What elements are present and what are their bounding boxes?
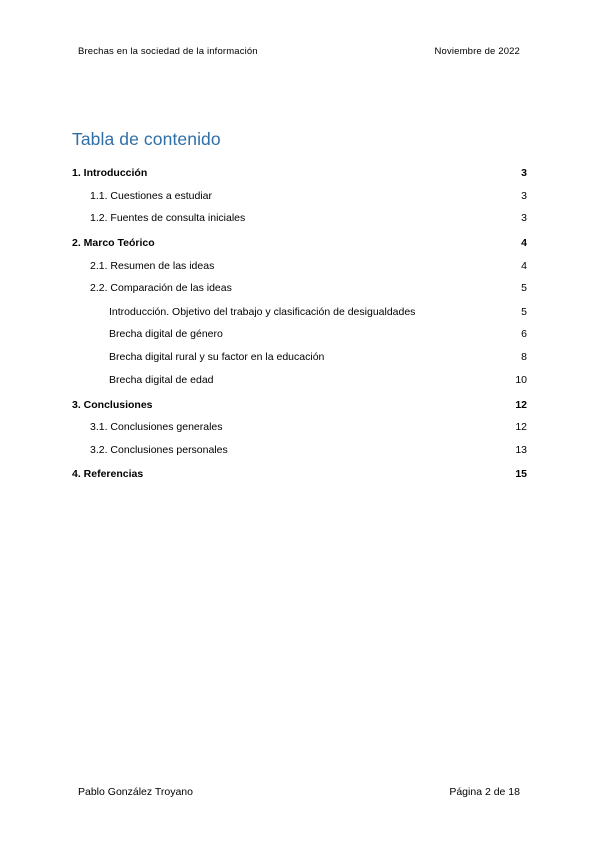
toc-entry-referencias[interactable] xyxy=(72,467,527,481)
toc-entry-label: 2.2. Comparación de las ideas xyxy=(90,282,232,294)
toc-entry-page: 3 xyxy=(521,190,527,202)
toc-entry-label: 2. Marco Teórico xyxy=(72,237,155,249)
toc-entry-brecha-rural[interactable] xyxy=(72,350,527,364)
toc-entry-comparacion[interactable] xyxy=(72,281,527,295)
toc-entry-conclusiones-generales[interactable] xyxy=(72,420,527,434)
toc-entry-page: 4 xyxy=(521,237,527,249)
toc-entry-label: Brecha digital rural y su factor en la educación xyxy=(109,351,325,363)
toc-entry-label: 2.1. Resumen de las ideas xyxy=(90,260,215,272)
toc-entry-objetivo[interactable] xyxy=(72,305,527,319)
toc-title: Tabla de contenido xyxy=(72,129,221,149)
toc-entry-page: 3 xyxy=(521,212,527,224)
toc-entry-label: Brecha digital de edad xyxy=(109,374,214,386)
toc-entry-resumen[interactable] xyxy=(72,259,527,273)
toc-entry-page: 5 xyxy=(521,306,527,318)
toc-entry-page: 13 xyxy=(515,444,527,456)
toc-entry-page: 6 xyxy=(521,328,527,340)
toc-entry-label: 3. Conclusiones xyxy=(72,399,153,411)
toc-entry-label: 1.2. Fuentes de consulta iniciales xyxy=(90,212,246,224)
toc-entry-page: 12 xyxy=(515,399,527,411)
header-date: Noviembre de 2022 xyxy=(434,46,520,57)
toc-entry-label: 3.2. Conclusiones personales xyxy=(90,444,228,456)
toc-entry-label: 1. Introducción xyxy=(72,167,148,179)
toc-entry-page: 8 xyxy=(521,351,527,363)
toc-entry-brecha-edad[interactable] xyxy=(72,373,527,387)
header-document-title: Brechas en la sociedad de la información xyxy=(78,46,258,57)
toc-entry-page: 10 xyxy=(515,374,527,386)
toc-entry-page: 12 xyxy=(515,421,527,433)
toc-entry-label: Introducción. Objetivo del trabajo y clasificación de desigualdades xyxy=(109,306,416,318)
footer-page-number: Página 2 de 18 xyxy=(449,786,520,798)
toc-entry-marco-teorico[interactable] xyxy=(72,236,527,250)
toc-entry-cuestiones[interactable] xyxy=(72,189,527,203)
toc-entry-page: 4 xyxy=(521,260,527,272)
toc-entry-page: 15 xyxy=(515,468,527,480)
toc-entry-page: 5 xyxy=(521,282,527,294)
toc-entry-page: 3 xyxy=(521,167,527,179)
toc-entry-label: 4. Referencias xyxy=(72,468,144,480)
toc-entry-label: Brecha digital de género xyxy=(109,328,223,340)
footer-author: Pablo González Troyano xyxy=(78,786,193,798)
toc-entry-label: 3.1. Conclusiones generales xyxy=(90,421,223,433)
toc-entry-brecha-genero[interactable] xyxy=(72,327,527,341)
toc-entry-conclusiones-personales[interactable] xyxy=(72,443,527,457)
toc-entry-label: 1.1. Cuestiones a estudiar xyxy=(90,190,212,202)
toc-entry-conclusiones[interactable] xyxy=(72,398,527,412)
toc-entry-fuentes[interactable] xyxy=(72,211,527,225)
toc-entry-introduccion[interactable] xyxy=(72,166,527,180)
